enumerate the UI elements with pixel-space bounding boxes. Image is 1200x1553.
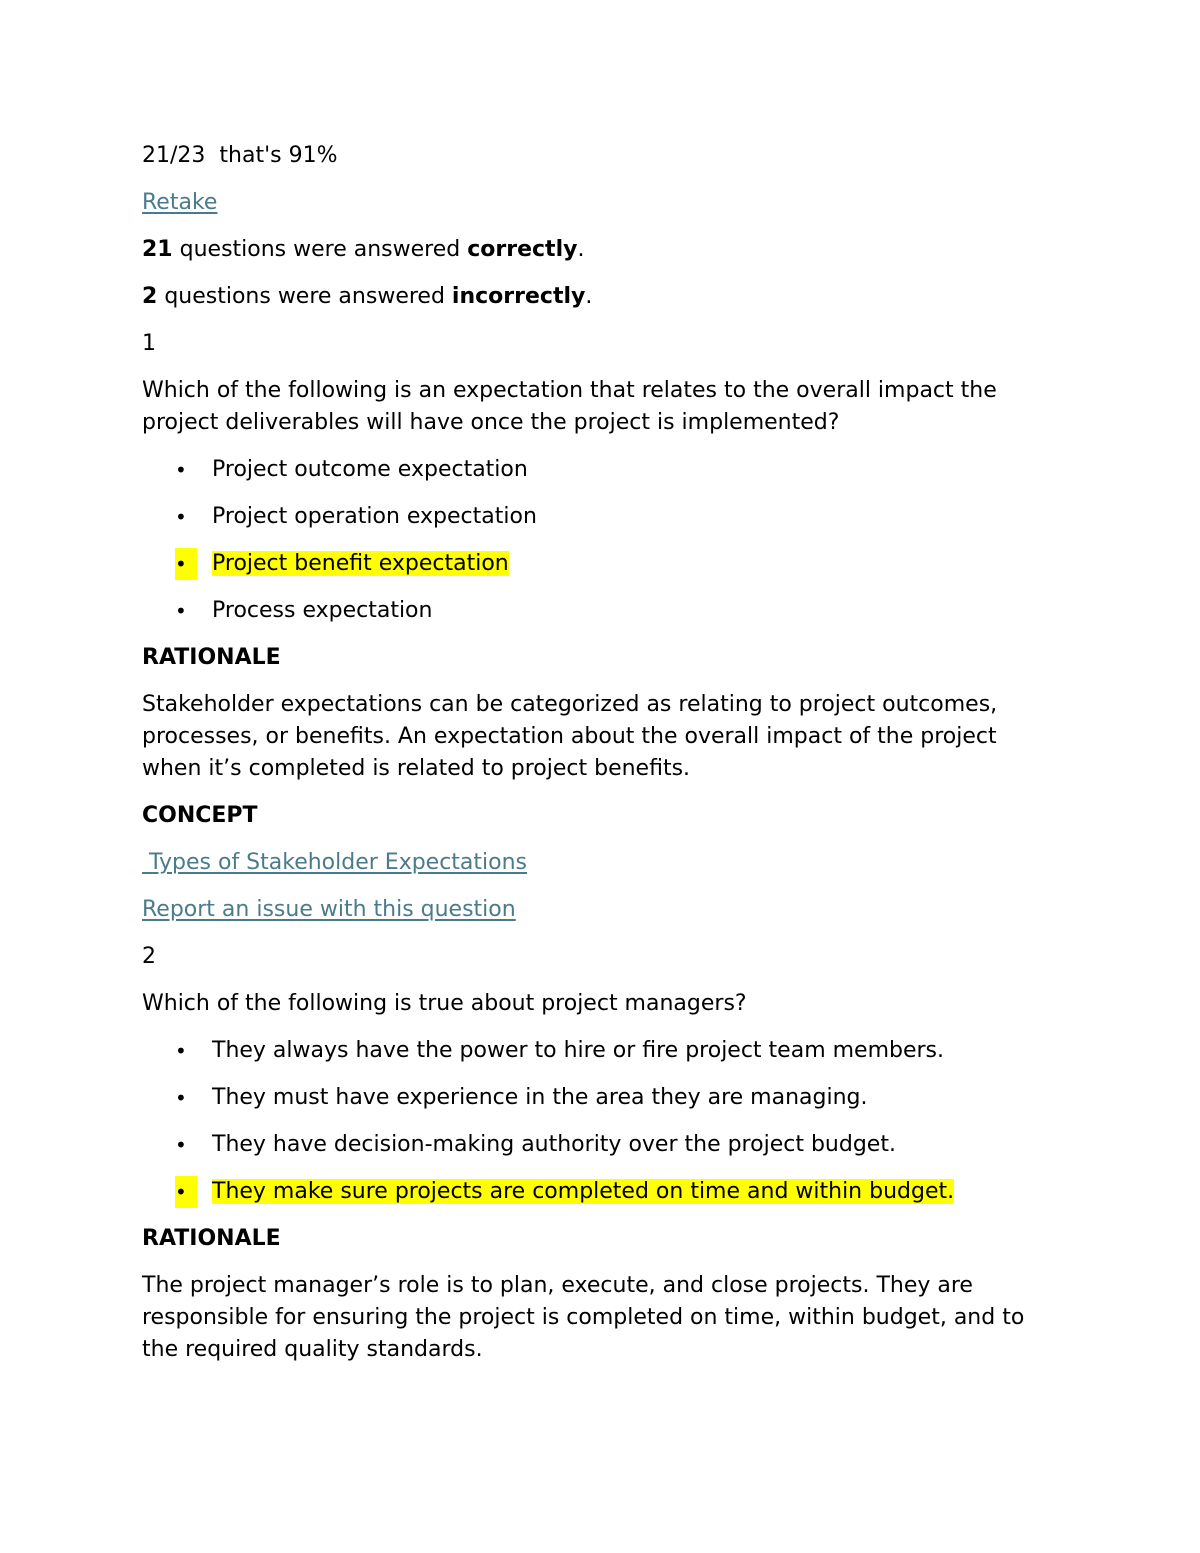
bullet-icon: • bbox=[175, 548, 197, 580]
correct-summary bbox=[142, 234, 1060, 266]
answer-option-label: They have decision-making authority over the project budget. bbox=[212, 1132, 896, 1157]
rationale-heading: RATIONALE bbox=[142, 645, 281, 670]
correct-summary-text: questions were answered bbox=[179, 237, 461, 262]
answer-option-label: Project operation expectation bbox=[212, 504, 537, 529]
answer-option-label: Process expectation bbox=[212, 598, 433, 623]
correct-count: 21 bbox=[142, 237, 173, 262]
retake-row bbox=[142, 187, 1060, 219]
correct-word: correctly bbox=[467, 237, 578, 262]
question-text: Which of the following is an expectation that relates to the overall impact the project deliverables will have once the project is implemented? bbox=[142, 378, 997, 435]
question-number: 1 bbox=[142, 331, 156, 356]
question-number: 2 bbox=[142, 944, 156, 969]
concept-row bbox=[142, 847, 1060, 879]
answer-option-correct[interactable] bbox=[142, 1176, 1060, 1208]
answer-option-correct[interactable] bbox=[142, 548, 1060, 580]
answer-option[interactable] bbox=[142, 501, 1060, 533]
answer-option[interactable] bbox=[142, 454, 1060, 486]
bullet-icon: • bbox=[175, 505, 187, 529]
bullet-icon: • bbox=[175, 599, 187, 623]
bullet-icon: • bbox=[175, 1039, 187, 1063]
bullet-icon: • bbox=[175, 458, 187, 482]
answer-option-label: Project benefit expectation bbox=[212, 551, 509, 576]
answer-option-label: They always have the power to hire or fire project team members. bbox=[212, 1038, 945, 1063]
score-percent: that's 91% bbox=[219, 143, 338, 168]
incorrect-period: . bbox=[585, 284, 593, 309]
question-text: Which of the following is true about project managers? bbox=[142, 991, 747, 1016]
bullet-icon: • bbox=[175, 1086, 187, 1110]
answer-options bbox=[142, 1035, 1060, 1208]
answer-option[interactable] bbox=[142, 1082, 1060, 1114]
answer-option-label: They make sure projects are completed on time and within budget. bbox=[212, 1179, 955, 1204]
report-row bbox=[142, 894, 1060, 926]
concept-link[interactable]: Types of Stakeholder Expectations bbox=[142, 850, 528, 875]
bullet-icon: • bbox=[175, 1176, 197, 1208]
incorrect-count: 2 bbox=[142, 284, 158, 309]
rationale-text: The project manager’s role is to plan, execute, and close projects. They are responsible for ensuring the project is completed on time, within budget, and to the required quality standards. bbox=[142, 1273, 1025, 1362]
incorrect-word: incorrectly bbox=[451, 284, 586, 309]
retake-link[interactable]: Retake bbox=[142, 190, 218, 215]
answer-option[interactable] bbox=[142, 1035, 1060, 1067]
incorrect-summary bbox=[142, 281, 1060, 313]
score-fraction: 21/23 bbox=[142, 143, 206, 168]
answer-option[interactable] bbox=[142, 595, 1060, 627]
answer-options bbox=[142, 454, 1060, 627]
answer-option[interactable] bbox=[142, 1129, 1060, 1161]
correct-period: . bbox=[577, 237, 585, 262]
rationale-text: Stakeholder expectations can be categorized as relating to project outcomes, processes, or benefits. An expectation about the overall impact of the project when it’s completed is related to project benefits. bbox=[142, 692, 998, 781]
score-line bbox=[142, 140, 1060, 172]
bullet-icon: • bbox=[175, 1133, 187, 1157]
concept-heading: CONCEPT bbox=[142, 803, 258, 828]
incorrect-summary-text: questions were answered bbox=[164, 284, 445, 309]
rationale-heading: RATIONALE bbox=[142, 1226, 281, 1251]
report-issue-link[interactable]: Report an issue with this question bbox=[142, 897, 516, 922]
answer-option-label: Project outcome expectation bbox=[212, 457, 528, 482]
answer-option-label: They must have experience in the area they are managing. bbox=[212, 1085, 868, 1110]
